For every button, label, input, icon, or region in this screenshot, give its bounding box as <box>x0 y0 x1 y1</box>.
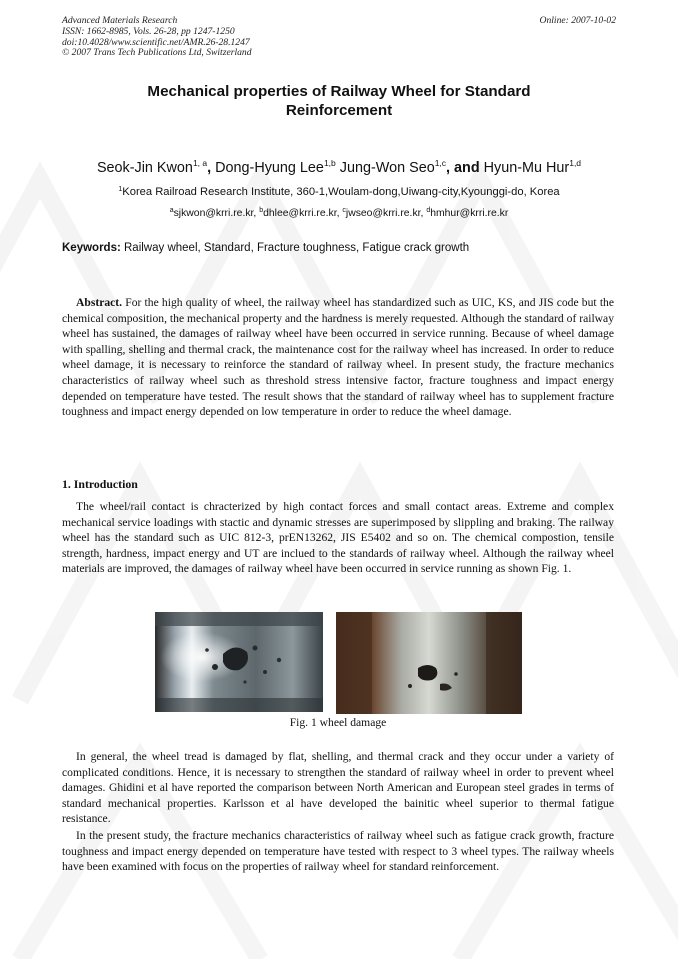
author-affil-sup: 1, a <box>192 158 208 168</box>
paper-title <box>90 82 588 120</box>
keywords-text: Railway wheel, Standard, Fracture toughness, Fatigue crack growth <box>124 242 470 254</box>
journal-doi[interactable]: doi:10.4028/www.scientific.net/AMR.26-28.1247 <box>62 36 250 48</box>
email-sup: d <box>426 207 431 214</box>
author-separator: , <box>207 160 212 176</box>
keywords-label: Keywords: <box>62 242 121 254</box>
journal-issn: ISSN: 1662-8985, Vols. 26-28, pp 1247-1250 <box>62 25 235 37</box>
affiliation-text: Korea Railroad Research Institute, 360-1,Woulam-dong,Uiwang-city,Kyounggi-do, Korea <box>122 186 560 198</box>
intro-paragraph-3: In the present study, the fracture mechanics characteristics of railway wheel such as fatigue crack growth, fracture toughness and impact energy depended on temperature have tested with respect to 3 wheel types. The railway wheels have been examined with focus on the properties of railway wheel for standard reinforcement. <box>62 829 614 874</box>
abstract <box>62 295 614 420</box>
journal-header <box>62 16 252 59</box>
author-separator: , and <box>446 160 480 176</box>
email-sup: c <box>342 207 346 214</box>
journal-name: Advanced Materials Research <box>62 15 178 26</box>
abstract-label: Abstract. <box>76 296 123 309</box>
email-link[interactable]: jwseo@krri.re.kr, <box>345 208 424 219</box>
wheel-damage-photo-right <box>336 612 522 714</box>
affiliation-sup: 1 <box>118 186 123 193</box>
title-line-2: Reinforcement <box>285 102 393 119</box>
author-list <box>40 158 638 176</box>
intro-paragraph-1: The wheel/rail contact is chracterized by high contact forces and small contact areas. Extreme and complex mechanical service loadings with stactic and dynamic stresses are superimposed by slippling and braking. The railway wheel has the standard such as UIC 812-3, prEN13262, JIS E5402 and so on. The chemical compostion, tensile strength, hardness, impact energy and UT are inclued to the standards of railway wheel. Although the railway wheel materials are improved, the damages of railway wheel have been occurred in service running as shown Fig. 1. <box>62 500 614 576</box>
author-affil-sup: 1,b <box>323 158 336 168</box>
keywords <box>62 242 469 254</box>
email-link[interactable]: dhlee@krri.re.kr, <box>263 208 340 219</box>
abstract-text: For the high quality of wheel, the railway wheel has standardized such as UIC, KS, and JIS code but the chemical composition, the mechanical property and the hardness is merely requested. Although the standard of railway wheel has sustained, the damages of railway wheel have been occurred in service running. Because of wheel damage with spalling, shelling and thermal crack, the maintenance cost for the railway wheel has increased. In order to reduce wheel damage, it is necessary to reinforce the standard of railway wheel. In present study, the fracture mechanics characteristics of railway wheel such as threshold stress intensive factor, fracture toughness and impact energy depended on temperature have tested. The result shows that the standard of railway wheel has to supplement fracture toughness and impact energy depended on low temperature in order to reduce the wheel damage. <box>62 296 614 419</box>
email-link[interactable]: hmhur@krri.re.kr <box>430 208 509 219</box>
email-sup: b <box>259 207 264 214</box>
author-name: Dong-Hyung Lee <box>215 160 324 176</box>
journal-copyright: © 2007 Trans Tech Publications Ltd, Switzerland <box>62 47 252 59</box>
affiliation <box>40 186 638 198</box>
author-affil-sup: 1,c <box>434 158 447 168</box>
intro-paragraph-2: In general, the wheel tread is damaged by flat, shelling, and thermal crack and they occur under a variety of complicated conditions. Hence, it is necessary to strengthen the standard of railway wheel in order to prevent wheel damages. Ghidini et al have reported the comparison between North American and European steel grades in terms of standard mechanical properties. Karlsson et al have developed the bainitic wheel superior to thermal fatigue resistance. <box>62 750 614 826</box>
email-link[interactable]: sjkwon@krri.re.kr, <box>173 208 257 219</box>
author-name: Seok-Jin Kwon <box>96 160 193 176</box>
email-sup: a <box>169 207 174 214</box>
author-affil-sup: 1,d <box>569 158 582 168</box>
online-date: Online: 2007-10-02 <box>539 15 616 26</box>
author-name: Jung-Won Seo <box>339 160 435 176</box>
wheel-damage-photo-left <box>155 612 323 712</box>
figure-1-caption: Fig. 1 wheel damage <box>289 716 387 729</box>
title-line-1: Mechanical properties of Railway Wheel for Standard <box>147 83 531 100</box>
section-heading-introduction: 1. Introduction <box>62 477 138 491</box>
author-name: Hyun-Mu Hur <box>483 160 570 176</box>
author-emails <box>40 207 638 219</box>
